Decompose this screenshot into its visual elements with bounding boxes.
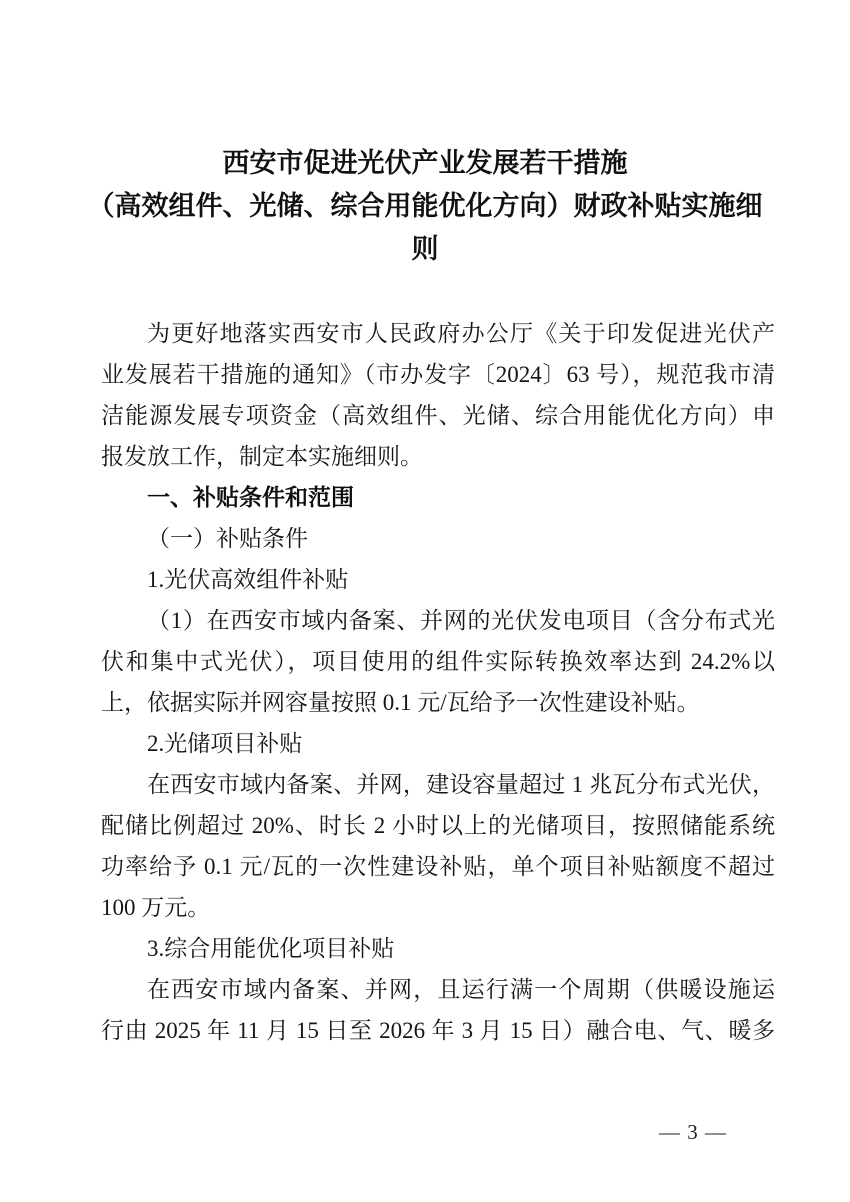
- paragraph-line: （1）在西安市域内备案、并网的光伏发电项目（含分布式光: [147, 608, 775, 633]
- item-heading-pv-module-subsidy: 1.光伏高效组件补贴: [147, 567, 349, 592]
- intro-line: 报发放工作，制定本实施细则。: [101, 444, 423, 469]
- pv-storage-subsidy-paragraph: [101, 764, 775, 928]
- paragraph-line: 配储比例超过 20%、时长 2 小时以上的光储项目，按照储能系统: [101, 813, 775, 838]
- document-title-line-3: 则: [411, 234, 439, 264]
- page-footer: [0, 1118, 727, 1146]
- intro-line: 洁能源发展专项资金（高效组件、光储、综合用能优化方向）申: [101, 403, 775, 428]
- document-title-line-1: 西安市促进光伏产业发展若干措施: [222, 148, 628, 178]
- intro-paragraph: [101, 313, 775, 477]
- paragraph-line: 在西安市域内备案、并网，且运行满一个周期（供暖设施运: [147, 977, 775, 1002]
- paragraph-line: 行由 2025 年 11 月 15 日至 2026 年 3 月 15 日）融合电、气、暖多: [101, 1018, 775, 1043]
- paragraph-line: 伏和集中式光伏），项目使用的组件实际转换效率达到 24.2%以: [101, 649, 775, 674]
- intro-line: 业发展若干措施的通知》（市办发字〔2024〕63 号），规范我市清: [101, 362, 775, 387]
- item-heading-pv-storage-subsidy: 2.光储项目补贴: [147, 731, 303, 756]
- paragraph-line: 上，依据实际并网容量按照 0.1 元/瓦给予一次性建设补贴。: [101, 690, 700, 715]
- document-title: [0, 0, 850, 271]
- paragraph-line: 功率给予 0.1 元/瓦的一次性建设补贴，单个项目补贴额度不超过: [101, 854, 775, 879]
- pv-module-subsidy-paragraph: [101, 600, 775, 723]
- intro-line: 为更好地落实西安市人民政府办公厅《关于印发促进光伏产: [147, 321, 775, 346]
- paragraph-line: 100 万元。: [101, 895, 211, 920]
- subsection-heading-subsidy-conditions: （一）补贴条件: [147, 526, 308, 551]
- section-heading-subsidy-conditions-and-scope: 一、补贴条件和范围: [147, 484, 354, 510]
- integrated-energy-subsidy-paragraph: [101, 969, 775, 1051]
- document-title-line-2: （高效组件、光储、综合用能优化方向）财政补贴实施细: [87, 191, 763, 221]
- item-heading-integrated-energy-subsidy: 3.综合用能优化项目补贴: [147, 936, 395, 961]
- page-number: — 3 —: [659, 1120, 727, 1144]
- paragraph-line: 在西安市域内备案、并网，建设容量超过 1 兆瓦分布式光伏，: [147, 772, 775, 797]
- document-body: [101, 313, 775, 1051]
